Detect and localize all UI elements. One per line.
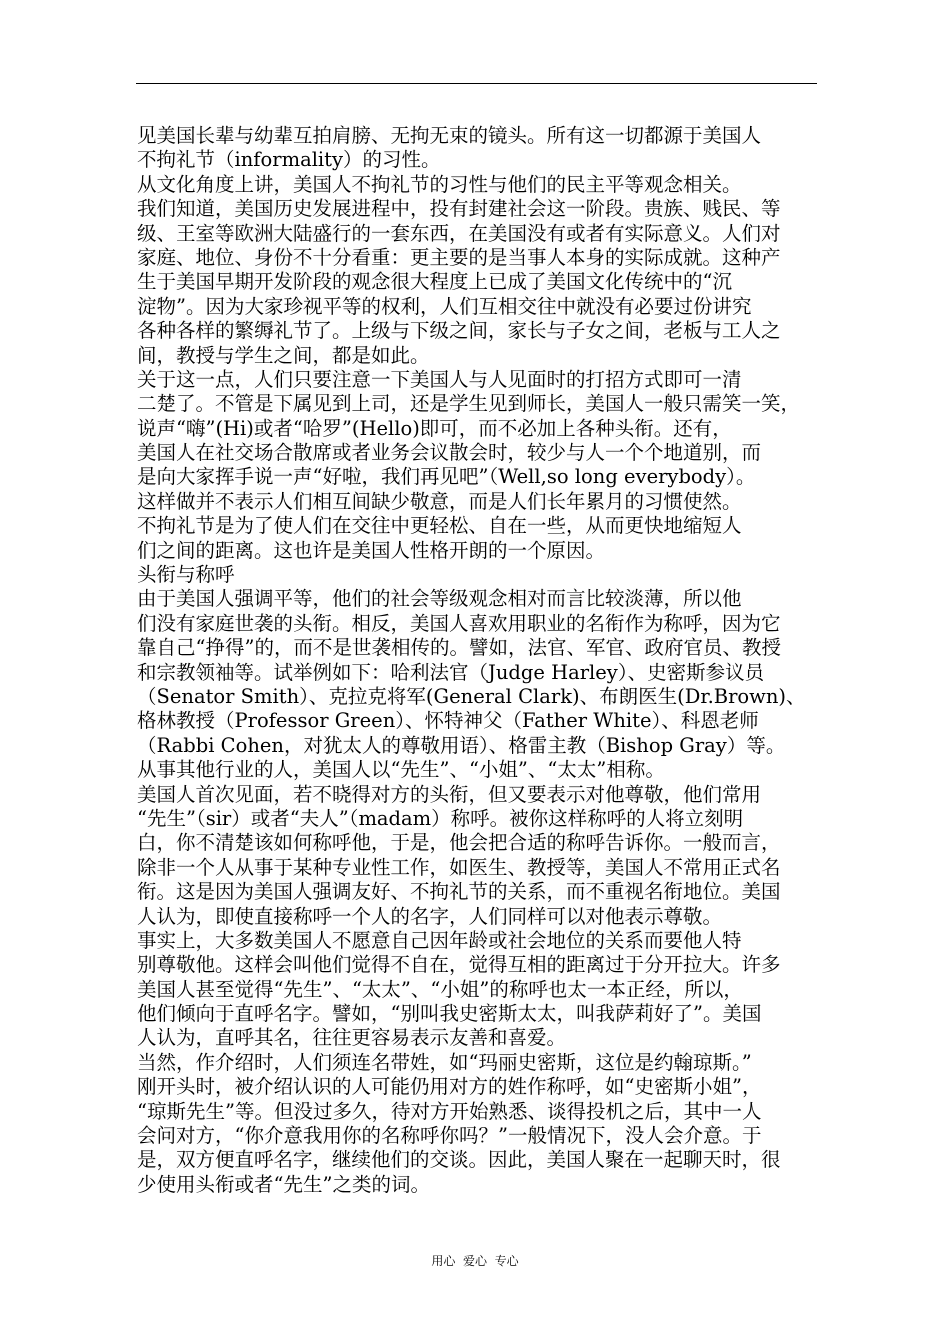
text-line: 当然，作介绍时，人们须连名带姓，如“玛丽史密斯，这位是约翰琼斯。” [137,1050,752,1074]
text-line: 不拘礼节是为了使人们在交往中更轻松、自在一些，从而更快地缩短人 [137,514,742,538]
text-line: 这样做并不表示人们相互间缺少敬意，而是人们长年累月的习惯使然。 [137,489,742,513]
text-line: 人认为，即使直接称呼一个人的名字，人们同样可以对他表示尊敬。 [137,904,723,928]
text-line: 是，双方便直呼名字，继续他们的交谈。因此，美国人聚在一起聊天时，很 [137,1148,781,1172]
text-line: 们之间的距离。这也许是美国人性格开朗的一个原因。 [137,538,606,562]
text-line: 美国人在社交场合散席或者业务会议散会时，较少与人一个个地道别，而 [137,441,762,465]
text-line: 少使用头衔或者“先生”之类的词。 [137,1172,430,1196]
text-line: “先生”（sir）或者“夫人”（madam）称呼。被你这样称呼的人将立刻明 [137,806,744,830]
text-line: 二楚了。不管是下属见到上司，还是学生见到师长，美国人一般只需笑一笑， [137,392,801,416]
text-line: 由于美国人强调平等，他们的社会等级观念相对而言比较淡薄，所以他 [137,587,742,611]
text-line: 头衔与称呼 [137,563,235,587]
header-rule [136,83,817,84]
text-line: 格林教授（Professor Green）、怀特神父（Father White）、科恩老师 [137,709,759,733]
text-line: （Senator Smith）、克拉克将军(General Clark)、布朗医生(Dr.Brown)、 [137,684,806,708]
text-line: 除非一个人从事于某种专业性工作，如医生、教授等，美国人不常用正式名 [137,855,781,879]
text-line: 们没有家庭世袭的头衔。相反，美国人喜欢用职业的名衔作为称呼，因为它 [137,611,781,635]
text-line: 生于美国早期开发阶段的观念很大程度上已成了美国文化传统中的“沉 [137,270,732,294]
text-line: （Rabbi Cohen，对犹太人的尊敬用语）、格雷主教（Bishop Gray）等。 [137,733,786,757]
text-line: 我们知道，美国历史发展进程中，投有封建社会这一阶段。贵族、贱民、等 [137,197,781,221]
text-line: 和宗教领袖等。试举例如下：哈利法官（Judge Harley）、史密斯参议员 [137,660,765,684]
text-line: 衔。这是因为美国人强调友好、不拘礼节的关系，而不重视名衔地位。美国 [137,880,781,904]
text-line: 别尊敬他。这样会叫他们觉得不自在，觉得互相的距离过于分开拉大。许多 [137,953,781,977]
text-line: 说声“嗨”(Hi)或者“哈罗”(Hello)即可，而不必加上各种头衔。还有， [137,416,732,440]
text-line: 刚开头时，被介绍认识的人可能仍用对方的姓作称呼，如“史密斯小姐”， [137,1075,762,1099]
text-line: 人认为，直呼其名，往往更容易表示友善和喜爱。 [137,1026,567,1050]
text-line: 各种各样的繁缛礼节了。上级与下级之间，家长与子女之间，老板与工人之 [137,319,781,343]
text-line: 是向大家挥手说一声“好啦，我们再见吧”（Well,so long everybody）。 [137,465,756,489]
text-line: 关于这一点，人们只要注意一下美国人与人见面时的打招方式即可一清 [137,367,742,391]
text-line: 级、王室等欧洲大陆盛行的一套东西，在美国没有或者有实际意义。人们对 [137,221,781,245]
page-footer: 用心 爱心 专心 [431,1254,519,1268]
text-line: 不拘礼节（informality）的习性。 [137,148,441,172]
text-line: 美国人甚至觉得“先生”、“太太”、“小姐”的称呼也太一本正经，所以， [137,977,743,1001]
text-line: 家庭、地位、身份不十分看重：更主要的是当事人本身的实际成就。这种产 [137,245,781,269]
text-line: 间，教授与学生之间，都是如此。 [137,343,430,367]
text-line: 事实上，大多数美国人不愿意自己因年龄或社会地位的关系而要他人特 [137,928,742,952]
text-line: 淀物”。因为大家珍视平等的权利，人们互相交往中就没有必要过份讲究 [137,294,752,318]
text-line: 白，你不清楚该如何称呼他，于是，他会把合适的称呼告诉你。一般而言， [137,831,781,855]
text-line: “琼斯先生”等。但没过多久，待对方开始熟悉、谈得投机之后，其中一人 [137,1099,762,1123]
text-line: 美国人首次见面，若不晓得对方的头衔，但又要表示对他尊敬，他们常用 [137,782,762,806]
text-line: 他们倾向于直呼名字。譬如，“别叫我史密斯太太，叫我萨莉好了”。美国 [137,1002,762,1026]
text-line: 见美国长辈与幼辈互拍肩膀、无拘无束的镜头。所有这一切都源于美国人 [137,124,762,147]
text-line: 靠自己“挣得”的，而不是世袭相传的。譬如，法官、军官、政府官员、教授 [137,636,781,660]
document-body [137,124,850,1197]
text-line: 会问对方，“你介意我用你的名称呼你吗？”一般情况下，没人会介意。于 [137,1124,762,1148]
text-line: 从事其他行业的人，美国人以“先生”、“小姐”、“太太”相称。 [137,758,665,782]
text-line: 从文化角度上讲，美国人不拘礼节的习性与他们的民主平等观念相关。 [137,172,742,196]
